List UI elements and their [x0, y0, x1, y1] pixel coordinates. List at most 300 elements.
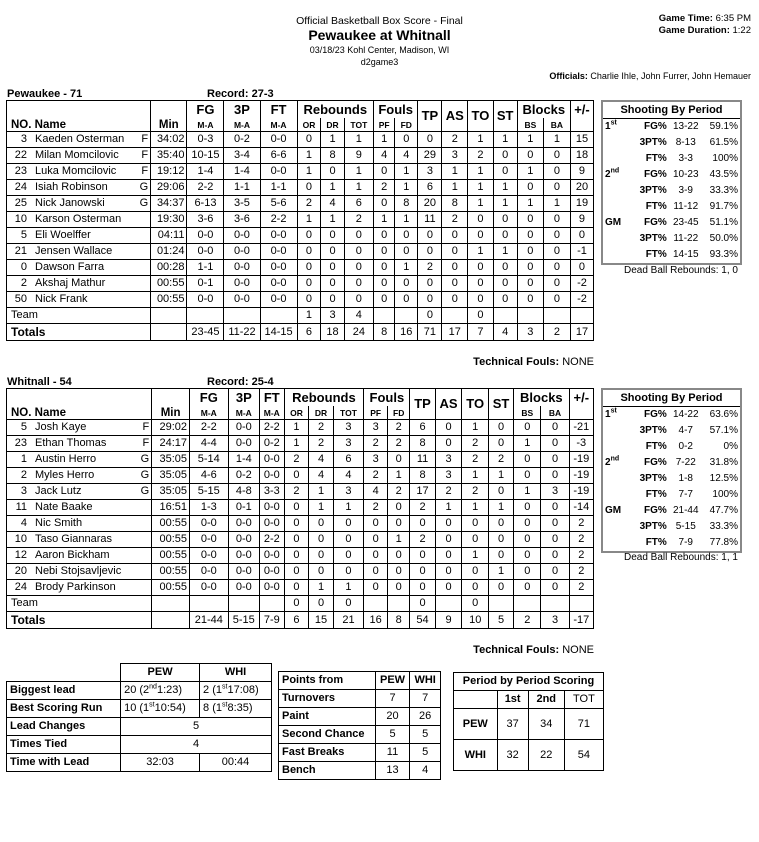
points-from-category: Second Chance: [279, 726, 376, 744]
player-stat: 0: [541, 516, 569, 532]
player-stat: 3: [541, 484, 569, 500]
team-to: 0: [468, 308, 493, 324]
player-stat: 0: [543, 244, 570, 260]
player-stat: 0: [517, 180, 543, 196]
player-name: Isiah Robinson: [29, 180, 138, 196]
player-stat: 0: [489, 436, 514, 452]
col-as: AS: [435, 389, 462, 420]
player-row: [7, 516, 594, 532]
player-stat: 5-14: [190, 452, 229, 468]
player-name: Josh Kaye: [29, 420, 139, 436]
player-stat: 6: [410, 420, 435, 436]
player-stat: 2: [569, 548, 593, 564]
player-minutes: 24:17: [152, 436, 190, 452]
col-sub-ma: M-A: [190, 406, 229, 420]
player-stat: 9: [344, 148, 373, 164]
whi-tf-label: Technical Fouls:: [473, 644, 560, 656]
player-stat: 0: [297, 260, 321, 276]
player-row: [7, 180, 594, 196]
sbp-fraction: 14-22: [672, 409, 699, 420]
player-stat: 0-0: [187, 244, 224, 260]
col-sub-ma: M-A: [187, 118, 224, 132]
player-name: Ethan Thomas: [29, 436, 139, 452]
sbp-title: Shooting By Period: [602, 101, 741, 119]
player-stat: 2: [442, 212, 468, 228]
player-position: G: [139, 452, 152, 468]
player-number: 10: [7, 212, 30, 228]
player-stat: 2: [309, 420, 333, 436]
player-stat: 0: [344, 228, 373, 244]
player-stat: 0: [541, 564, 569, 580]
player-stat: 2: [284, 484, 309, 500]
points-from-row: [279, 690, 441, 708]
biggest-lead-whi: 2 (1st17:08): [200, 682, 272, 700]
player-stat: 0-3: [187, 132, 224, 148]
totals-stat: 16: [395, 324, 418, 341]
sbp-fraction: 10-23: [672, 169, 699, 180]
player-stat: 2: [462, 436, 489, 452]
player-stat: 1-4: [187, 164, 224, 180]
sbp-stat-label: FT%: [645, 201, 667, 212]
team-label: Team: [7, 308, 151, 324]
player-position: [139, 532, 152, 548]
player-stat: 1: [387, 532, 409, 548]
col-rebounds: Rebounds: [297, 101, 374, 119]
player-stat: 0-0: [260, 468, 285, 484]
player-stat: 0: [442, 276, 468, 292]
player-stat: 0: [395, 244, 418, 260]
player-stat: 4: [309, 468, 333, 484]
player-stat: 0: [395, 228, 418, 244]
player-row: [7, 212, 594, 228]
team-cell: [260, 596, 285, 612]
player-position: [139, 516, 152, 532]
player-number: 2: [7, 468, 30, 484]
player-stat: 1: [321, 132, 344, 148]
team-cell: [435, 596, 462, 612]
player-stat: 0: [309, 548, 333, 564]
player-stat: 2: [418, 260, 442, 276]
player-stat: 1-4: [228, 452, 259, 468]
player-stat: 0: [309, 516, 333, 532]
player-stat: 0: [364, 564, 388, 580]
player-stat: 0: [489, 516, 514, 532]
player-row: [7, 436, 594, 452]
sbp-percent: 47.7%: [709, 505, 738, 516]
summary-whi-header: WHI: [200, 664, 272, 682]
matchup-title: Pewaukee at Whitnall: [308, 27, 451, 43]
player-stat: 3: [364, 452, 388, 468]
points-from-whi: 5: [410, 726, 441, 744]
col-3p: 3P: [228, 389, 259, 407]
player-stat: 2-2: [187, 180, 224, 196]
sbp-fraction: 7-7: [678, 489, 693, 500]
player-stat: 3-3: [260, 484, 285, 500]
player-number: 50: [7, 292, 30, 308]
totals-stat: 7: [468, 324, 493, 341]
player-stat: 0: [284, 468, 309, 484]
player-stat: 0: [493, 276, 517, 292]
pew-dead-ball-rebounds: Dead Ball Rebounds: 1, 0: [624, 265, 738, 276]
player-stat: 3: [333, 484, 364, 500]
player-position: F: [138, 132, 151, 148]
player-stat: 0-0: [190, 516, 229, 532]
player-stat: 0: [514, 500, 541, 516]
col-sub-or: OR: [284, 406, 309, 420]
player-minutes: 01:24: [151, 244, 187, 260]
totals-cell: [151, 324, 187, 341]
team-row: [7, 596, 594, 612]
player-minutes: 34:37: [151, 196, 187, 212]
totals-stat: 14-15: [260, 324, 297, 341]
player-stat: 0: [517, 228, 543, 244]
player-position: [138, 292, 151, 308]
sbp-stat-label: FG%: [644, 409, 667, 420]
player-stat: 1: [462, 420, 489, 436]
player-stat: 0: [517, 260, 543, 276]
time-with-lead-whi: 00:44: [200, 754, 272, 772]
team-tp: 0: [410, 596, 435, 612]
period-1st-header: 1st: [497, 691, 528, 709]
player-stat: 0: [321, 260, 344, 276]
player-name: Nic Smith: [29, 516, 139, 532]
col-sub-blank: [569, 406, 593, 420]
sbp-percent: 93.3%: [709, 249, 738, 260]
player-name: Nebi Stojsavljevic: [29, 564, 139, 580]
team-cell: [228, 596, 259, 612]
player-stat: 2: [569, 516, 593, 532]
player-stat: 0: [541, 548, 569, 564]
player-stat: 20: [418, 196, 442, 212]
player-minutes: 00:55: [152, 516, 190, 532]
col-st: ST: [489, 389, 514, 420]
player-minutes: 35:05: [152, 484, 190, 500]
col-min: Min: [152, 406, 190, 420]
totals-stat: 16: [364, 612, 388, 629]
player-stat: 0: [418, 276, 442, 292]
player-stat: 4: [333, 468, 364, 484]
player-stat: 0-1: [228, 500, 259, 516]
team-cell: [190, 596, 229, 612]
player-stat: 1: [284, 436, 309, 452]
pew-tf-value: NONE: [562, 356, 594, 368]
lead-changes-value: 5: [121, 718, 272, 736]
player-stat: 8: [321, 148, 344, 164]
period-2nd: 22: [528, 740, 564, 771]
player-stat: 1: [514, 436, 541, 452]
sbp-row: [602, 407, 741, 424]
player-stat: 1: [543, 196, 570, 212]
col-fouls: Fouls: [374, 101, 418, 119]
player-stat: 0: [514, 452, 541, 468]
player-position: [139, 548, 152, 564]
points-from-pew: 11: [375, 744, 410, 762]
times-tied-label: Times Tied: [7, 736, 121, 754]
player-stat: 0: [489, 548, 514, 564]
player-stat: 0: [321, 276, 344, 292]
player-stat: 0: [395, 276, 418, 292]
sbp-period: [602, 247, 633, 264]
sbp-stat-label: FG%: [644, 121, 667, 132]
player-stat: 0: [517, 212, 543, 228]
player-stat: 0: [493, 260, 517, 276]
points-from-pew: 7: [375, 690, 410, 708]
player-row: [7, 228, 594, 244]
points-from-row: [279, 744, 441, 762]
player-name: Luka Momcilovic: [29, 164, 138, 180]
player-number: 12: [7, 548, 30, 564]
col-sub-pf: PF: [374, 118, 395, 132]
col-plus-minus: +/-: [570, 101, 593, 119]
team-tot: 0: [333, 596, 364, 612]
player-stat: 0-0: [260, 244, 297, 260]
col-to: TO: [462, 389, 489, 420]
player-position: [138, 244, 151, 260]
sbp-fraction: 1-8: [678, 473, 693, 484]
sbp-row: [602, 231, 741, 247]
sbp-period: [602, 519, 633, 535]
sbp-period: [602, 151, 633, 167]
player-minutes: 00:55: [151, 292, 187, 308]
player-position: G: [138, 196, 151, 212]
player-position: F: [139, 436, 152, 452]
whi-box-score-table: [6, 388, 594, 629]
totals-stat: 17: [570, 324, 593, 341]
summary-pew-header: PEW: [121, 664, 200, 682]
player-stat: 0-0: [260, 292, 297, 308]
player-stat: 1: [395, 164, 418, 180]
game-time-block: [659, 13, 751, 37]
player-stat: 2: [309, 436, 333, 452]
player-number: 5: [7, 420, 30, 436]
player-row: [7, 148, 594, 164]
player-stat: 0: [541, 532, 569, 548]
pew-blank-head: [7, 101, 151, 119]
player-stat: 0-0: [260, 564, 285, 580]
points-from-whi: 5: [410, 744, 441, 762]
player-stat: 0: [333, 548, 364, 564]
player-stat: 1: [493, 132, 517, 148]
player-name: Brody Parkinson: [29, 580, 139, 596]
sbp-fraction: 7-22: [675, 457, 696, 468]
player-minutes: 00:55: [152, 532, 190, 548]
best-run-pew: 10 (1st10:54): [121, 700, 200, 718]
player-row: [7, 484, 594, 500]
totals-stat: 21: [333, 612, 364, 629]
team-or: 1: [297, 308, 321, 324]
player-stat: 0: [543, 212, 570, 228]
period-tot-header: TOT: [564, 691, 603, 709]
sbp-percent: 63.6%: [709, 409, 738, 420]
player-stat: 4: [321, 196, 344, 212]
totals-stat: 8: [387, 612, 409, 629]
player-position: [138, 212, 151, 228]
col-blocks: Blocks: [517, 101, 570, 119]
player-stat: -19: [569, 468, 593, 484]
points-from-whi-header: WHI: [410, 672, 441, 690]
player-stat: 0-0: [190, 532, 229, 548]
player-stat: 1: [489, 564, 514, 580]
summary-corner: [7, 664, 121, 682]
player-row: [7, 548, 594, 564]
player-stat: 1-3: [190, 500, 229, 516]
col-fouls: Fouls: [364, 389, 410, 407]
player-position: G: [139, 484, 152, 500]
sbp-row: [602, 183, 741, 199]
sbp-row: [602, 119, 741, 136]
team-cell: [224, 308, 260, 324]
player-stat: 0: [468, 292, 493, 308]
player-stat: 0: [374, 228, 395, 244]
sbp-row: [602, 423, 741, 439]
col-rebounds: Rebounds: [284, 389, 364, 407]
player-stat: 0: [468, 228, 493, 244]
player-stat: 0: [418, 132, 442, 148]
player-stat: 6: [344, 196, 373, 212]
player-name: Milan Momcilovic: [29, 148, 138, 164]
player-name: Myles Herro: [29, 468, 139, 484]
col-st: ST: [493, 101, 517, 132]
player-stat: 8: [395, 196, 418, 212]
sbp-row: [602, 471, 741, 487]
player-stat: 0-0: [260, 276, 297, 292]
col-sub-bs: BS: [517, 118, 543, 132]
sbp-period: [602, 135, 633, 151]
player-stat: 1: [468, 132, 493, 148]
player-name: Nate Baake: [29, 500, 139, 516]
player-stat: 4: [374, 148, 395, 164]
pew-record: Record: 27-3: [207, 88, 274, 100]
player-stat: 3: [333, 420, 364, 436]
player-stat: 1: [395, 212, 418, 228]
points-from-table: [278, 671, 441, 780]
sbp-percent: 50.0%: [709, 233, 738, 244]
player-stat: 1: [489, 500, 514, 516]
game-summary-table: [6, 663, 272, 772]
player-stat: 0: [517, 276, 543, 292]
player-stat: 0: [442, 260, 468, 276]
col-fg: FG: [190, 389, 229, 407]
sbp-stat-label: FT%: [645, 441, 667, 452]
player-row: [7, 292, 594, 308]
biggest-lead-label: Biggest lead: [7, 682, 121, 700]
team-row: [7, 308, 594, 324]
player-stat: 0: [489, 420, 514, 436]
col-ft: FT: [260, 101, 297, 119]
player-number: 23: [7, 164, 30, 180]
team-dr: 0: [309, 596, 333, 612]
player-stat: 0: [374, 196, 395, 212]
player-stat: 0: [418, 292, 442, 308]
player-stat: 0: [435, 580, 462, 596]
team-cell: [514, 596, 541, 612]
player-number: 23: [7, 436, 30, 452]
sbp-period: [602, 471, 633, 487]
player-stat: 0: [543, 228, 570, 244]
col-sub-ba: BA: [543, 118, 570, 132]
totals-stat: 18: [321, 324, 344, 341]
pew-tf-label: Technical Fouls:: [473, 356, 560, 368]
player-stat: 0: [543, 292, 570, 308]
player-stat: 1: [462, 500, 489, 516]
player-stat: 0-0: [224, 260, 260, 276]
best-run-whi: 8 (1st8:35): [200, 700, 272, 718]
sbp-fraction: 0-2: [678, 441, 693, 452]
player-stat: 0: [514, 548, 541, 564]
player-stat: 0: [410, 580, 435, 596]
player-stat: 5-15: [190, 484, 229, 500]
player-position: F: [139, 420, 152, 436]
player-stat: 0: [468, 260, 493, 276]
player-stat: 2: [569, 564, 593, 580]
game-duration: 1:22: [732, 25, 751, 36]
player-row: [7, 196, 594, 212]
player-position: F: [138, 164, 151, 180]
totals-stat: 2: [514, 612, 541, 629]
player-name: Akshaj Mathur: [29, 276, 138, 292]
player-stat: 0: [374, 260, 395, 276]
player-number: 2: [7, 276, 30, 292]
period-scoring-title: Period by Period Scoring: [454, 673, 604, 691]
player-stat: -21: [569, 420, 593, 436]
player-stat: 1: [297, 164, 321, 180]
player-stat: 29: [418, 148, 442, 164]
sbp-fraction: 11-22: [673, 233, 699, 244]
sbp-stat-label: 3PT%: [639, 473, 667, 484]
player-stat: 0: [489, 484, 514, 500]
player-stat: 2: [410, 532, 435, 548]
player-stat: 1: [309, 500, 333, 516]
team-cell: [442, 308, 468, 324]
player-row: [7, 500, 594, 516]
player-stat: 1-4: [224, 164, 260, 180]
sbp-period: [602, 183, 633, 199]
sbp-stat-label: FT%: [645, 489, 667, 500]
times-tied-value: 4: [121, 736, 272, 754]
player-stat: 0: [442, 244, 468, 260]
player-stat: 1: [344, 164, 373, 180]
sbp-stat-label: FT%: [645, 153, 667, 164]
sbp-percent: 100%: [712, 489, 738, 500]
team-cell: [151, 308, 187, 324]
player-stat: 0-0: [260, 132, 297, 148]
sbp-percent: 0%: [723, 441, 738, 452]
totals-stat: 6: [284, 612, 309, 629]
player-stat: 0: [462, 532, 489, 548]
col-blocks: Blocks: [514, 389, 569, 407]
player-stat: 0-0: [228, 580, 259, 596]
player-stat: 0-0: [187, 228, 224, 244]
totals-stat: 5-15: [228, 612, 259, 629]
player-stat: 2: [442, 132, 468, 148]
whi-record: Record: 25-4: [207, 376, 274, 388]
player-stat: 0: [344, 276, 373, 292]
player-stat: 1: [321, 212, 344, 228]
player-stat: 0: [435, 564, 462, 580]
player-stat: 3: [435, 468, 462, 484]
player-row: [7, 164, 594, 180]
sbp-period: 2nd: [605, 455, 620, 468]
player-stat: 1: [387, 468, 409, 484]
period-row: [454, 709, 604, 740]
player-stat: 15: [570, 132, 593, 148]
player-stat: 0-0: [190, 564, 229, 580]
sbp-percent: 31.8%: [709, 457, 738, 468]
period-tot: 71: [564, 709, 603, 740]
player-stat: 0-0: [228, 516, 259, 532]
totals-stat: 23-45: [187, 324, 224, 341]
officials-names: Charlie Ihle, John Furrer, John Hemauer: [590, 71, 751, 81]
